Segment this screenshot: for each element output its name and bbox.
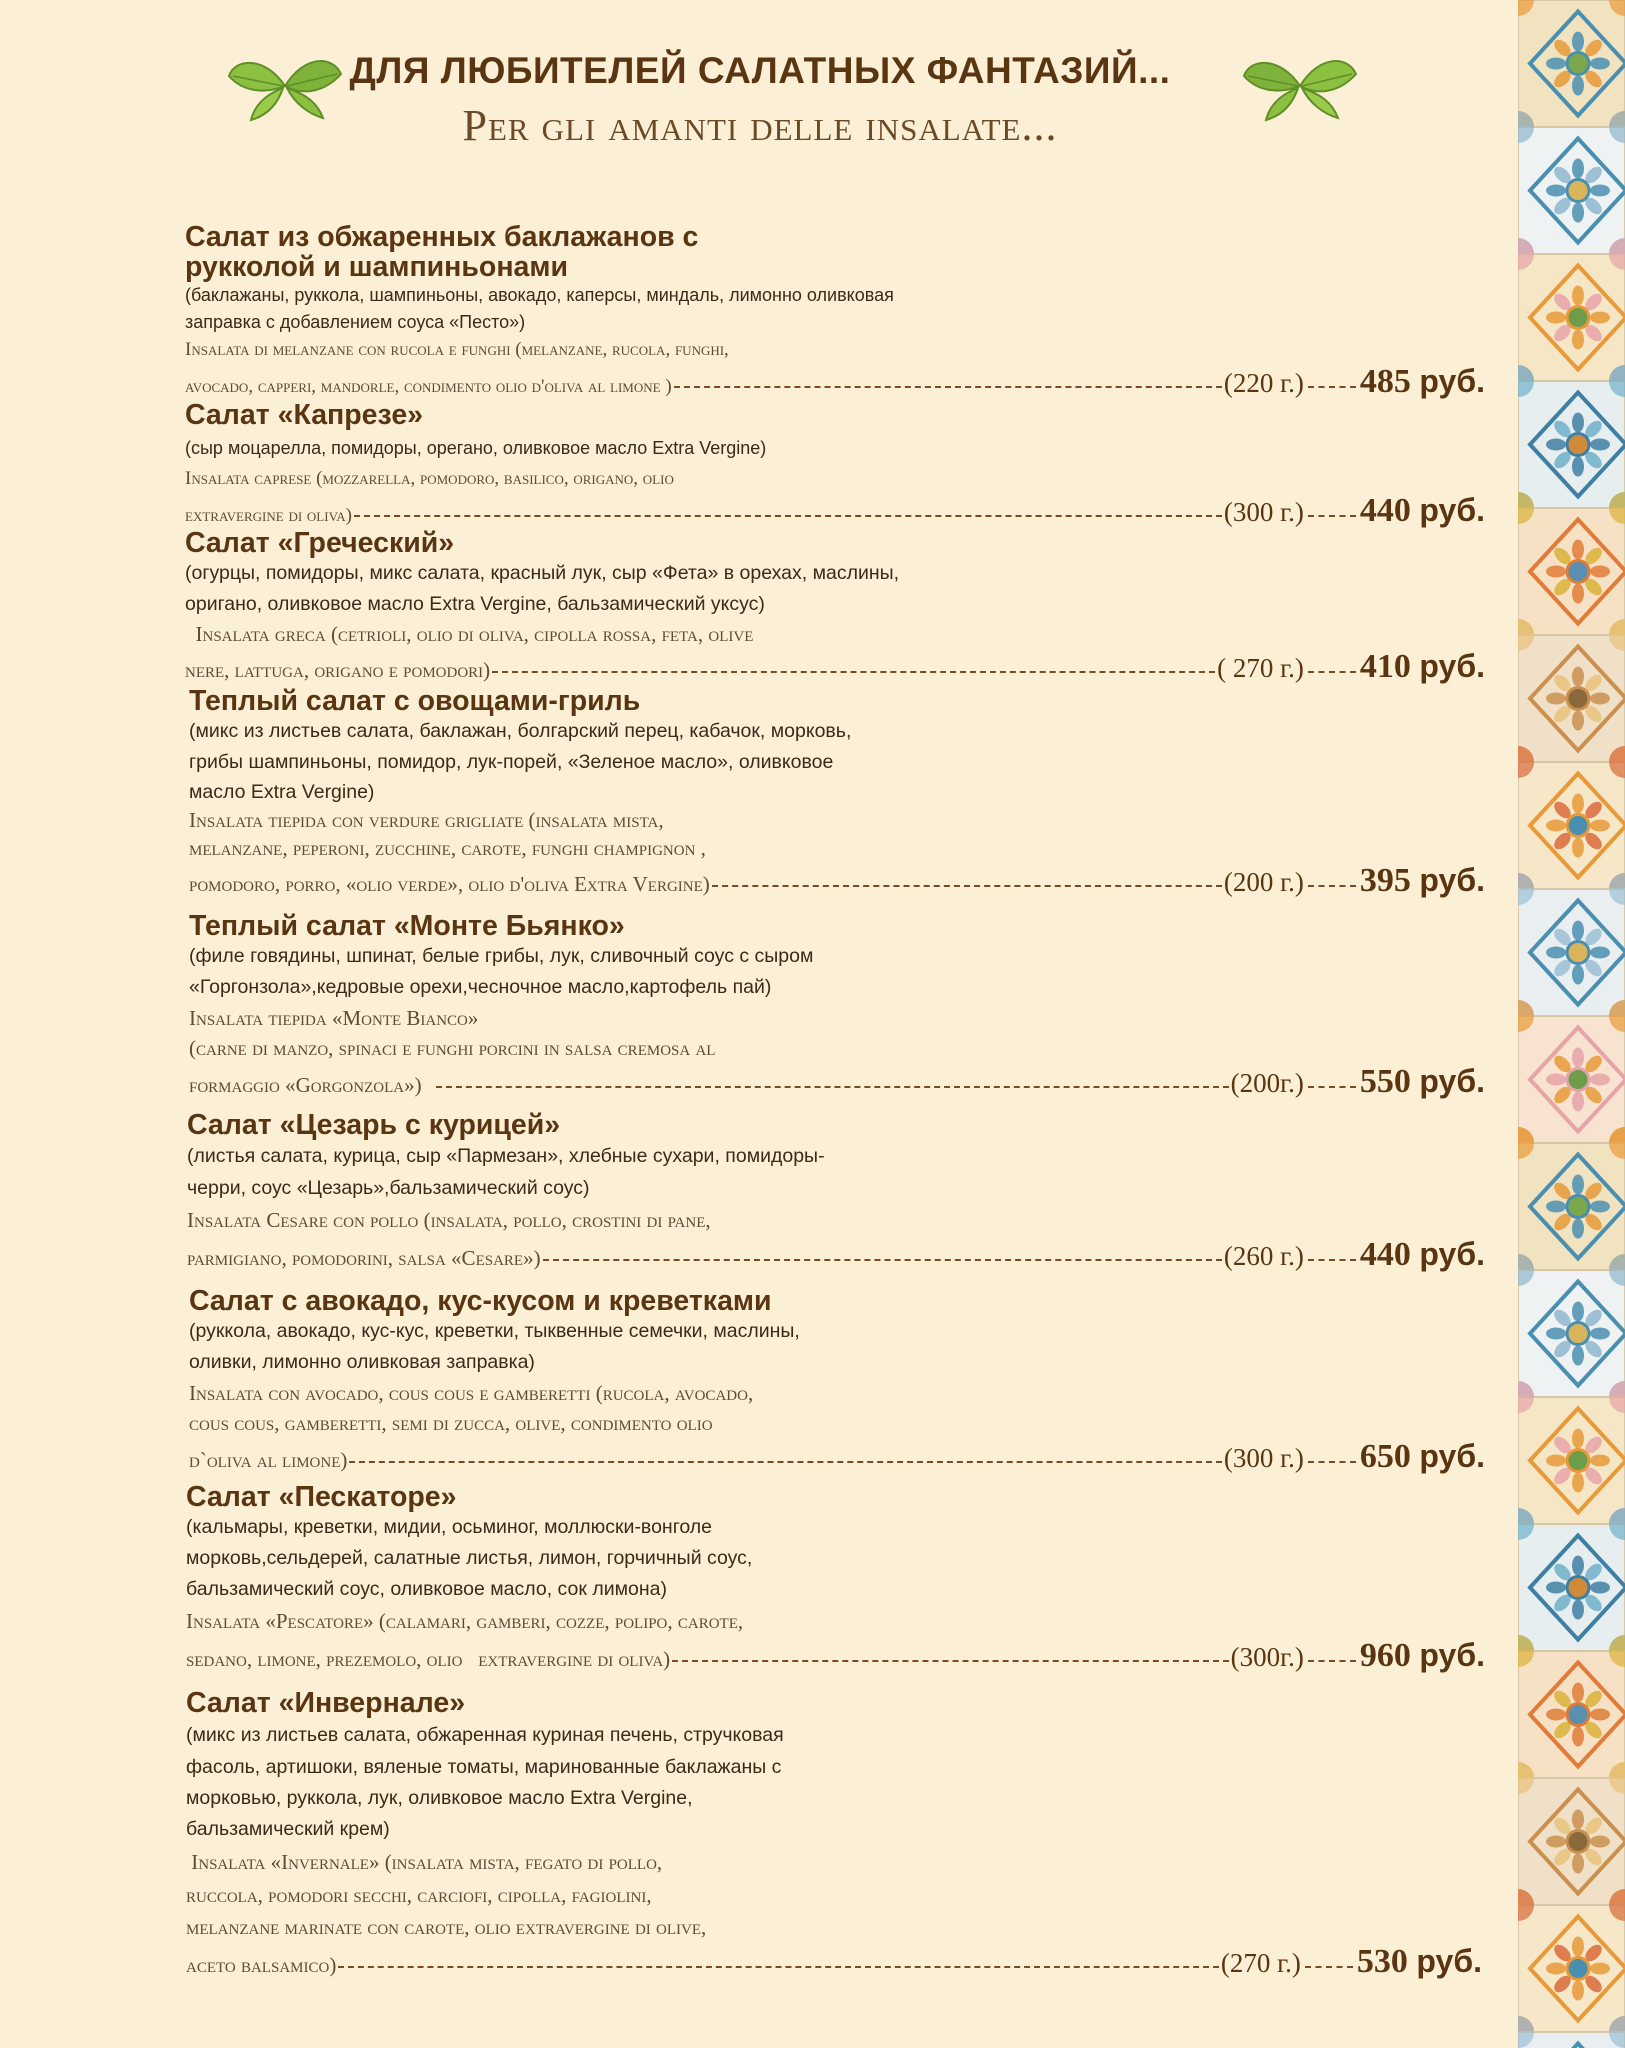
dish-description-it: nere, lattuga, origano e pomodori) [185,658,491,682]
dish-price: 485 руб. [1359,363,1485,400]
dish-name: Салат из обжаренных баклажанов с [185,221,699,253]
dish-weight: (220 г.) [1223,368,1304,398]
dish-description-ru: морковь,сельдерей, салатные листья, лимон, горчичный соус, [186,1547,753,1569]
price-row [187,1236,1485,1274]
menu-item [185,528,1485,686]
dish-description-ru: грибы шампиньоны, помидор, лук-порей, «Зеленое масло», оливковое [189,751,834,773]
tile [1518,1254,1625,1413]
tile [1518,873,1625,1032]
dish-weight: (270 г.) [1220,1948,1301,1978]
tile [1518,111,1625,270]
dish-description-it: formaggio «Gorgonzola») [189,1073,422,1097]
dish-description-it: Insalata greca (cetrioli, olio di oliva, cipolla rossa, feta, olive [185,622,754,646]
leader-dots [672,1660,1228,1662]
tile [1518,1381,1625,1540]
dish-description-it: Insalata «Pescatore» (calamari, gamberi, cozze, polipo, carote, [186,1609,744,1633]
dish-description-it: rucсola, pomodori secchi, carciofi, cipolla, fagiolini, [186,1883,652,1907]
dish-description-ru: (руккола, авокадо, кус-кус, креветки, тыквенные семечки, маслины, [189,1320,800,1342]
menu-item [186,1688,1486,1981]
dish-description-ru: (огурцы, помидоры, микс салата, красный лук, сыр «Фета» в орехах, маслины, [185,562,900,584]
dish-description-it: melanzane, peperoni, zucchine, carote, funghi champignon , [189,836,706,860]
dish-description-it: extravergine di oliva) [185,505,353,526]
dish-weight: (300 г.) [1223,1443,1304,1473]
leader-dots [1308,1660,1356,1662]
leader-dots [1308,1461,1356,1463]
dish-description-it: d`oliva al limone) [189,1448,348,1472]
dish-description-it: Insalata Cesare con pollo (insalata, pollo, crostini di pane, [187,1208,711,1232]
menu-item [187,1110,1487,1274]
dish-description-it: pomodoro, porro, «olio verde», olio d'oliva Extra Vergine) [189,872,710,896]
tile [1518,1508,1625,1667]
dish-description-ru: (микс из листьев салата, баклажан, болгарский перец, кабачок, морковь, [189,720,852,742]
dish-description-ru: (микс из листьев салата, обжаренная куриная печень, стручковая [186,1724,784,1746]
menu-item [185,222,1485,401]
dish-description-it: Insalata tiepida con verdure grigliate (insalata mista, [189,808,664,832]
dish-description-ru: бальзамический соус, оливковое масло, сок лимона) [186,1578,667,1600]
menu-header [0,36,1518,156]
dish-weight: (260 г.) [1223,1241,1304,1271]
price-row [186,1637,1485,1675]
leader-dots [1308,386,1356,388]
dish-description-ru: (филе говядины, шпинат, белые грибы, лук, сливочный соус с сыром [189,945,814,967]
dish-description-it: Insalata di melanzane con rucola e funghi (melanzane, rucola, funghi, [185,339,729,360]
dish-name: Теплый салат «Монте Бьянко» [189,910,625,942]
dish-description-ru: (сыр моцарелла, помидоры, орегано, оливковое масло Extra Vergine) [185,438,767,458]
tile [1518,1000,1625,1159]
price-row [185,492,1485,530]
leader-dots [1308,1086,1356,1088]
tile [1518,365,1625,524]
dish-price: 395 руб. [1359,862,1485,899]
tile [1518,619,1625,778]
dish-name: Салат «Пескаторе» [186,1481,457,1513]
dish-description-ru: бальзамический крем) [186,1818,390,1840]
tile [1518,492,1625,651]
dish-weight: (200г.) [1230,1068,1304,1098]
price-row [189,1438,1485,1476]
dish-description-ru: оригано, оливковое масло Extra Vergine, бальзамический уксус) [185,593,765,615]
tile [1518,1635,1625,1794]
dish-description-ru: черри, соус «Цезарь»,бальзамический соус) [187,1177,590,1199]
tile [1518,1889,1625,2048]
majolica-tile-pattern-icon [1518,0,1625,2048]
menu-item [185,400,1485,530]
dish-name: рукколой и шампиньонами [185,251,568,283]
dish-name: Салат «Греческий» [185,527,455,559]
decorative-tile-border [1518,0,1625,2048]
basil-leaf-icon [1240,46,1360,126]
dish-description-it: avocado, capperi, mandorle, condimento olio d'oliva al limone ) [185,376,672,397]
dish-price: 440 руб. [1359,492,1485,529]
leader-dots [674,386,1222,388]
price-row [185,648,1485,686]
dish-description-ru: (листья салата, курица, сыр «Пармезан», хлебные сухари, помидоры- [187,1145,825,1167]
menu-title: ДЛЯ ЛЮБИТЕЛЕЙ САЛАТНЫХ ФАНТАЗИЙ... [349,50,1171,91]
menu-item [186,1482,1486,1675]
dish-description-ru: морковью, руккола, лук, оливковое масло Extra Vergine, [186,1787,693,1809]
leader-dots [712,885,1222,887]
leader-dots [492,671,1215,673]
dish-description-it: melanzane marinate con carote, olio extravergine di olive, [186,1915,707,1939]
dish-description-it: Insalata tiepida «Monte Bianco» [189,1006,479,1030]
leader-dots [436,1086,1229,1088]
dish-price: 530 руб. [1356,1943,1482,1980]
dish-description-ru: (баклажаны, руккола, шампиньоны, авокадо, каперсы, миндаль, лимонно оливковая [185,285,894,305]
dish-weight: ( 270 г.) [1217,653,1304,683]
dish-description-it: Insalata caprese (mozzarella, pomodoro, basilico, origano, olio [185,468,674,489]
dish-name: Салат «Цезарь с курицей» [187,1109,561,1141]
dish-description-it: aceto balsamico) [186,1953,337,1977]
leader-dots [349,1461,1222,1463]
dish-price: 960 руб. [1359,1637,1485,1674]
leader-dots [1308,671,1356,673]
dish-description-it: sedano, limone, prezemolo, olio extravergine di oliva) [186,1647,671,1671]
tile [1518,0,1625,143]
price-row [189,862,1485,900]
dish-price: 440 руб. [1359,1236,1485,1273]
tile [1518,238,1625,397]
price-row [189,1063,1485,1101]
dish-description-ru: заправка с добавлением соуса «Песто») [185,312,526,332]
dish-description-it: parmigiano, pomodorini, salsa «Cesare») [187,1246,541,1270]
tile [1518,1762,1625,1921]
dish-price: 550 руб. [1359,1063,1485,1100]
leader-dots [338,1966,1219,1968]
dish-price: 410 руб. [1359,648,1485,685]
dish-description-ru: фасоль, артишоки, вяленые томаты, маринованные баклажаны с [186,1756,782,1778]
dish-description-it: Insalata «Invernale» (insalata mista, fegato di pollo, [186,1850,663,1874]
dish-description-ru: «Горгонзола»,кедровые орехи,чесночное масло,картофель пай) [189,976,772,998]
price-row [185,363,1485,401]
leader-dots [1305,1966,1353,1968]
tile [1518,1127,1625,1286]
dish-price: 650 руб. [1359,1438,1485,1475]
leader-dots [1308,885,1356,887]
leader-dots [1308,1259,1356,1261]
menu-item [189,1286,1489,1476]
menu-item [189,686,1489,900]
menu-item [189,911,1489,1101]
dish-name: Салат «Капрезе» [185,399,424,431]
dish-description-it: (carne di manzo, spinaci e funghi porcini in salsa cremosa al [189,1036,716,1060]
dish-weight: (200 г.) [1223,867,1304,897]
dish-description-it: cous cous, gamberetti, semi di zucca, olive, condimento olio [189,1411,713,1435]
dish-description-ru: масло Extra Vergine) [189,781,375,803]
dish-name: Салат с авокадо, кус-кусом и креветками [189,1285,772,1317]
dish-name: Теплый салат с овощами-гриль [189,685,641,717]
menu-subtitle: Per gli amanti delle insalate... [462,101,1058,150]
leader-dots [1308,515,1356,517]
dish-description-it: Insalata con avocado, cous cous e gamberetti (rucola, avocado, [189,1381,754,1405]
tile [1518,746,1625,905]
leader-dots [543,1259,1222,1261]
dish-description-ru: оливки, лимонно оливковая заправка) [189,1351,535,1373]
dish-weight: (300 г.) [1223,497,1304,527]
dish-description-ru: (кальмары, креветки, мидии, осьминог, моллюски-вонголе [186,1516,713,1538]
leader-dots [354,515,1222,517]
dish-name: Салат «Инвернале» [186,1687,466,1719]
price-row [186,1943,1482,1981]
dish-weight: (300г.) [1230,1642,1304,1672]
